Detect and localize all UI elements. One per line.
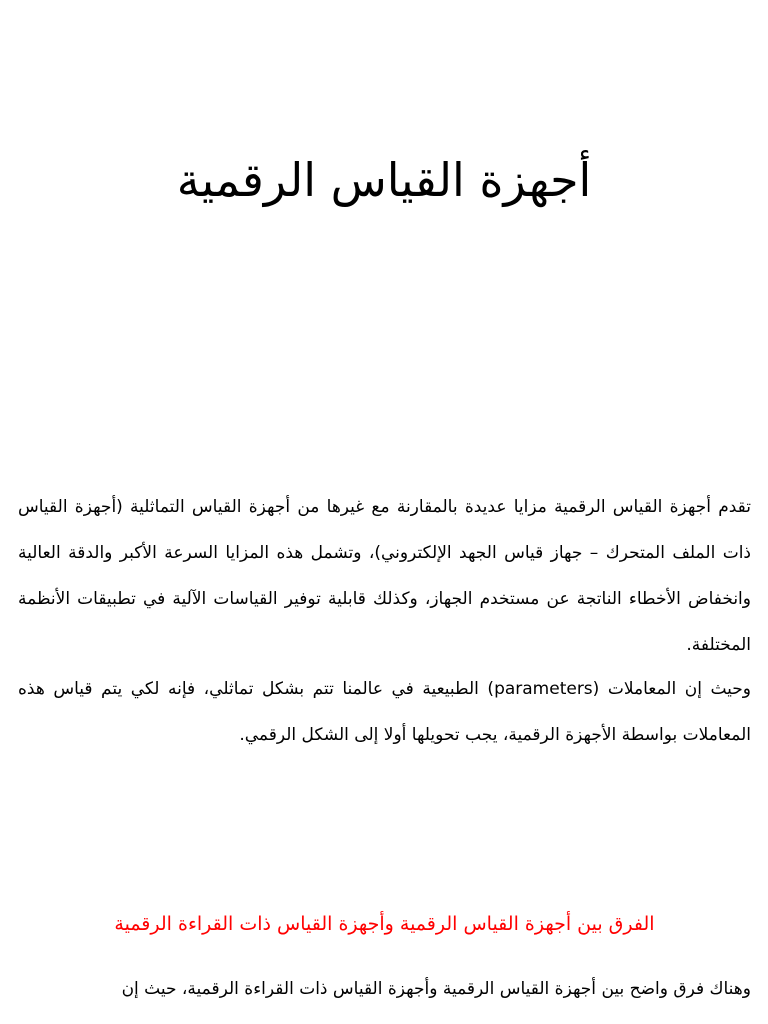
section-heading: الفرق بين أجهزة القياس الرقمية وأجهزة القياس ذات القراءة الرقمية	[114, 913, 655, 935]
parameters-paragraph: وحيث إن المعاملات (parameters) الطبيعية في عالمنا تتم بشكل تماثلي، فإنه لكي يتم قياس هذه المعاملات بواسطة الأجهزة الرقمية، يجب تحويلها أولا إلى الشكل الرقمي.	[18, 679, 751, 745]
difference-paragraph: وهناك فرق واضح بين أجهزة القياس الرقمية وأجهزة القياس ذات القراءة الرقمية، حيث إن	[121, 979, 751, 999]
page-title: أجهزة القياس الرقمية	[176, 153, 592, 207]
intro-paragraph: تقدم أجهزة القياس الرقمية مزايا عديدة بالمقارنة مع غيرها من أجهزة القياس التماثلية (أجهزة القياس ذات الملف المتحرك – جهاز قياس الجهد الإلكتروني)، وتشمل هذه المزايا السرعة الأكبر والدقة العالية وانخفاض الأخطاء الناتجة عن مستخدم الجهاز، وكذلك قابلية توفير القياسات الآلية في تطبيقات الأنظمة المختلفة.	[18, 497, 751, 655]
